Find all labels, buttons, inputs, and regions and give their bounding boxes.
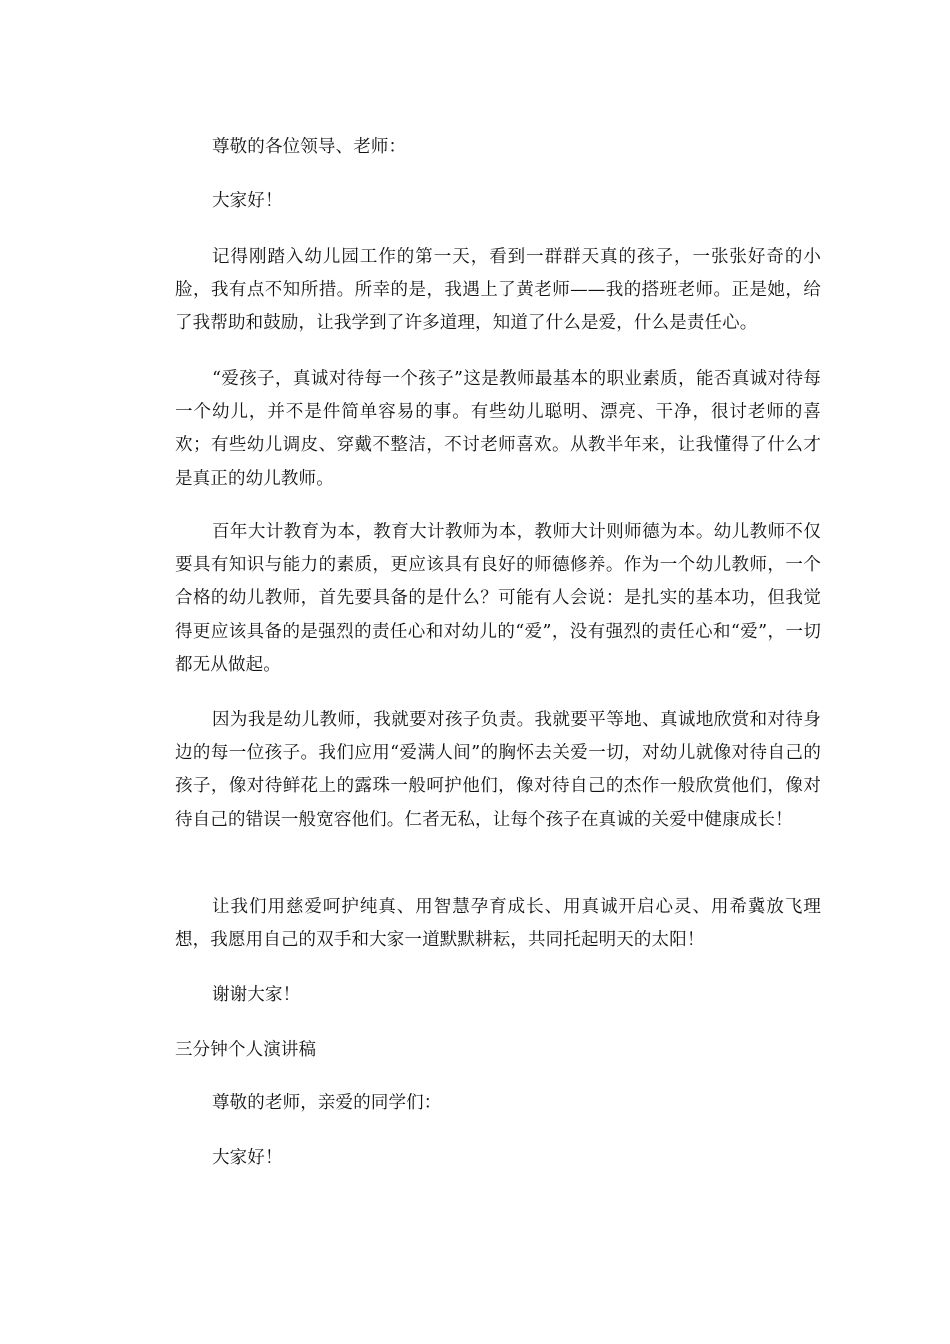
greeting: 大家好！: [212, 1148, 283, 1168]
section-title: 三分钟个人演讲稿: [175, 1040, 317, 1060]
body-paragraph: 因为我是幼儿教师，我就要对孩子负责。我就要平等地、真诚地欣赏和对待身边的每一位孩子。我们应用“爱满人间”的胸怀去关爱一切，对幼儿就像对待自己的孩子，像对待鲜花上的露珠一般呵护他们，像对待自己的杰作一般欣赏他们，像对待自己的错误一般宽容他们。仁者无私，让每个孩子在真诚的关爱中健康成长！: [175, 710, 821, 830]
body-paragraph: “爱孩子，真诚对待每一个孩子”这是教师最基本的职业素质，能否真诚对待每一个幼儿，并不是件简单容易的事。有些幼儿聪明、漂亮、干净，很讨老师的喜欢；有些幼儿调皮、穿戴不整洁，不讨老师喜欢。从教半年来，让我懂得了什么才是真正的幼儿教师。: [175, 369, 821, 489]
greeting: 大家好！: [212, 191, 283, 211]
salutation: 尊敬的老师，亲爱的同学们：: [212, 1093, 442, 1113]
body-paragraph: 让我们用慈爱呵护纯真、用智慧孕育成长、用真诚开启心灵、用希冀放飞理想，我愿用自己的双手和大家一道默默耕耘，共同托起明天的太阳！: [175, 897, 821, 951]
closing-thanks: 谢谢大家！: [212, 985, 301, 1005]
salutation: 尊敬的各位领导、老师：: [212, 137, 407, 157]
body-paragraph: 百年大计教育为本，教育大计教师为本，教师大计则师德为本。幼儿教师不仅要具有知识与能力的素质，更应该具有良好的师德修养。作为一个幼儿教师，一个合格的幼儿教师，首先要具备的是什么？可能有人会说：是扎实的基本功，但我觉得更应该具备的是强烈的责任心和对幼儿的“爱”，没有强烈的责任心和“爱”，一切都无从做起。: [175, 522, 821, 675]
body-paragraph: 记得刚踏入幼儿园工作的第一天，看到一群群天真的孩子，一张张好奇的小脸，我有点不知所措。所幸的是，我遇上了黄老师——我的搭班老师。正是她，给了我帮助和鼓励，让我学到了许多道理，知道了什么是爱，什么是责任心。: [175, 247, 821, 334]
